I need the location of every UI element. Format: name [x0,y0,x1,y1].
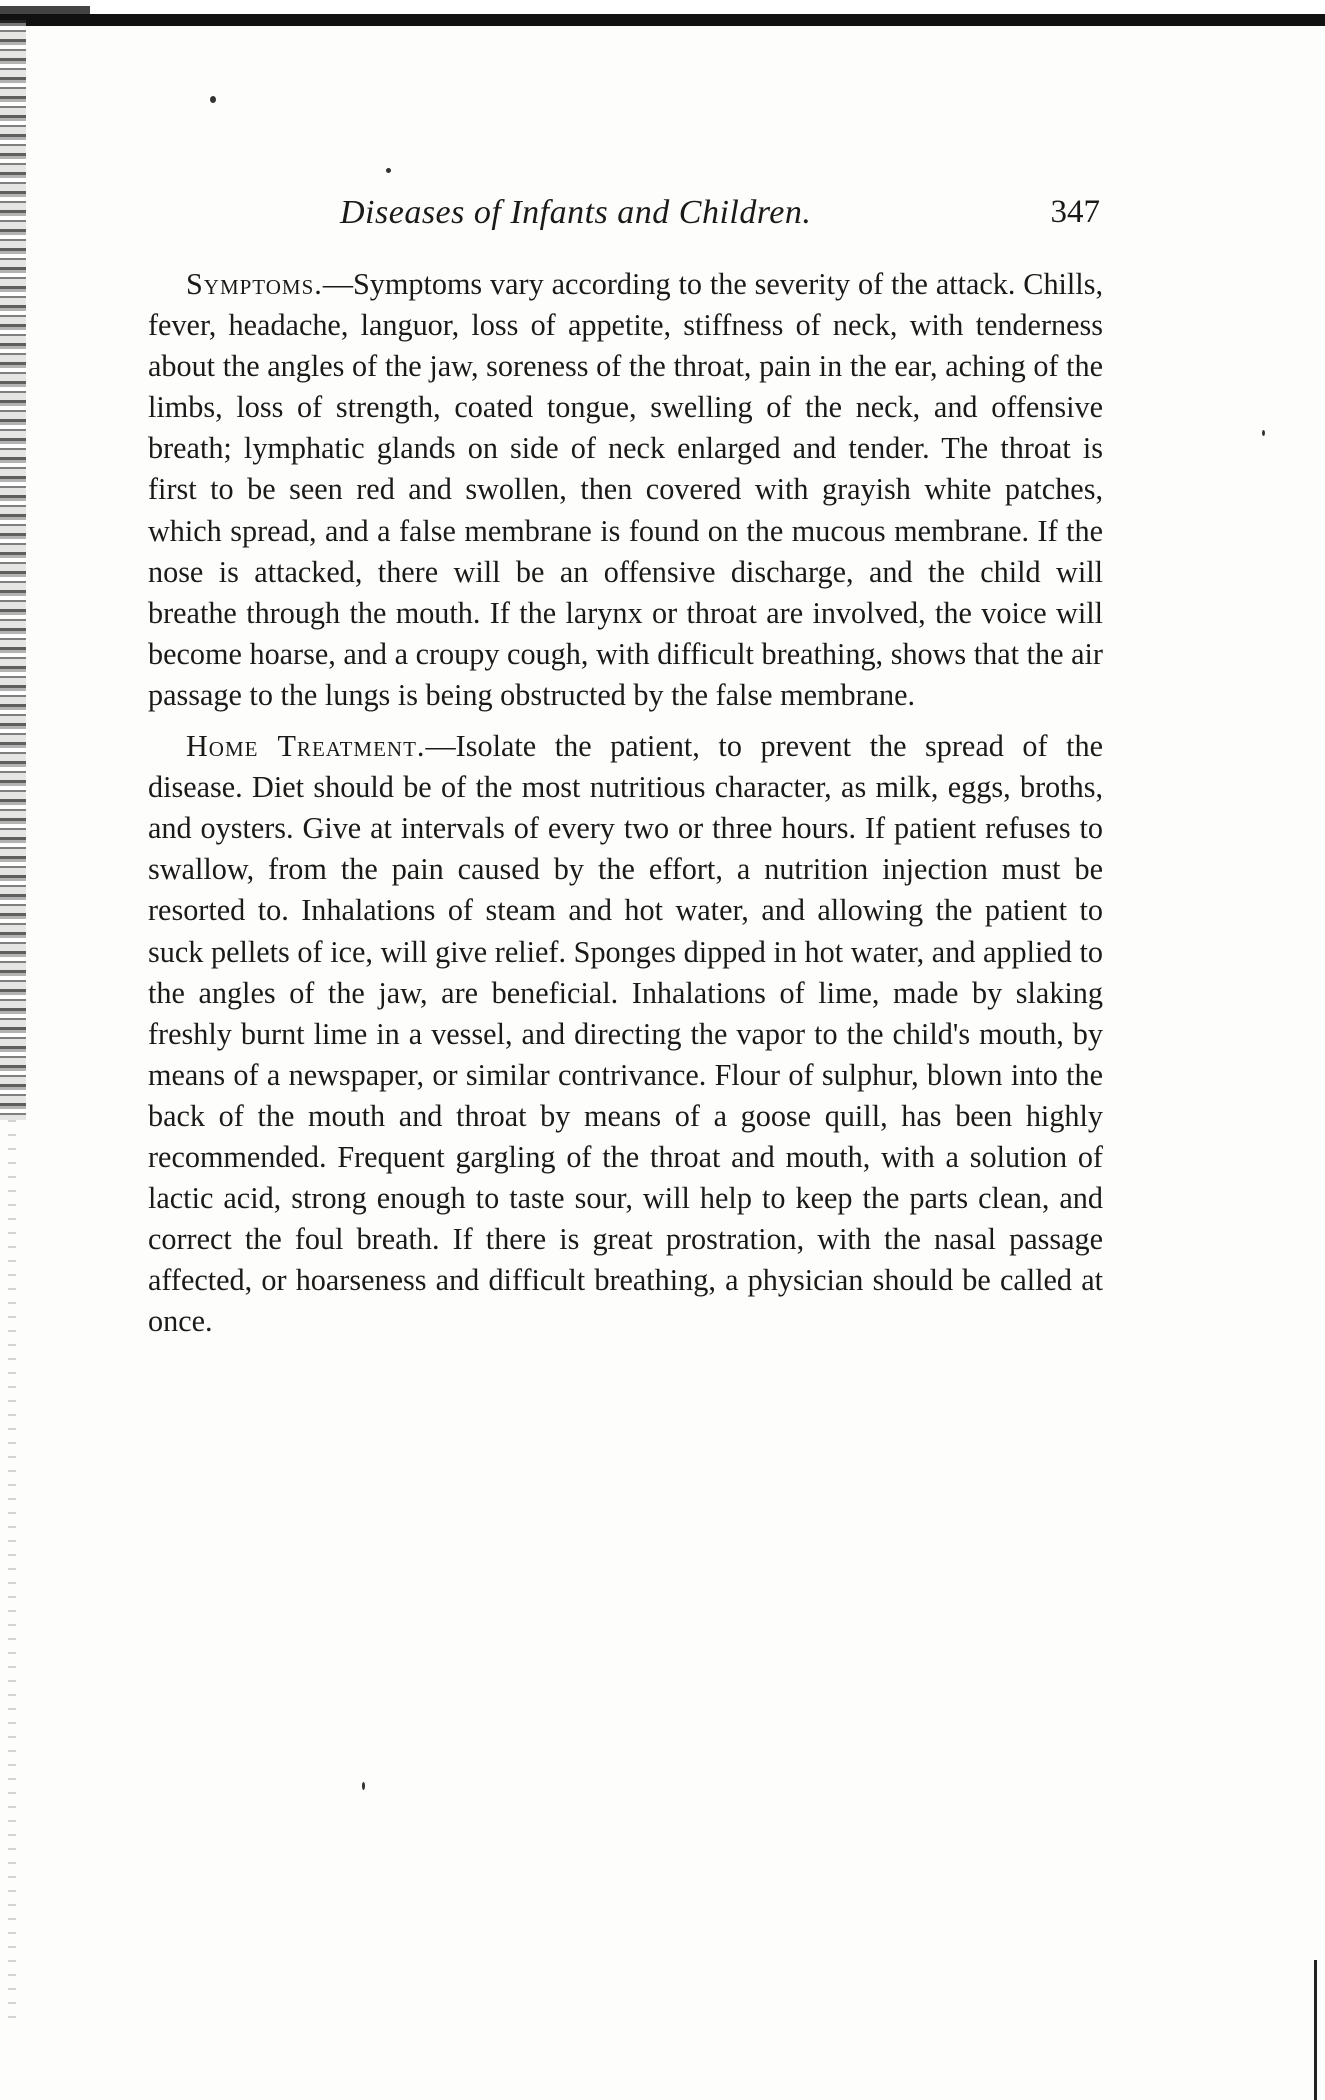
scan-speck [362,1782,365,1790]
home-treatment-text: —Isolate the patient, to prevent the spread of the disease. Diet should be of the most nutritious character, as milk, eggs, broths, and oysters. Give at intervals of every two or three hours. If patient refuses to swallow, from the pain caused by the effort, a nutrition injection must be resorted to. Inhalations of steam and hot water, and allowing the patient to suck pellets of ice, will give relief. Sponges dipped in hot water, and applied to the angles of the jaw, are beneficial. Inhalations of lime, made by slaking freshly burnt lime in a vessel, and directing the vapor to the child's mouth, by means of a newspaper, or similar contrivance. Flour of sulphur, blown into the back of the mouth and throat by means of a goose quill, has been highly recommended. Frequent gargling of the throat and mouth, with a solution of lactic acid, strong enough to taste sour, will help to keep the parts clean, and correct the foul breath. If there is great prostration, with the nasal passage affected, or hoarseness and difficult breathing, a physician should be called at once. [148,729,1103,1339]
page-body [148,264,1103,1352]
symptoms-heading: Symptoms. [186,267,323,301]
scan-left-edge [0,20,26,1120]
symptoms-paragraph [148,264,1103,716]
symptoms-text: —Symptoms vary according to the severity of the attack. Chills, fever, headache, languor, loss of appetite, stiffness of neck, with tenderness about the angles of the jaw, soreness of the throat, pain in the ear, aching of the limbs, loss of strength, coated tongue, swelling of the neck, and offensive breath; lymphatic glands on side of neck enlarged and tender. The throat is first to be seen red and swollen, then covered with grayish white patches, which spread, and a false membrane is found on the mucous membrane. If the nose is attacked, there will be an offensive discharge, and the child will breathe through the mouth. If the larynx or throat are involved, the voice will become hoarse, and a croupy cough, with difficult breathing, shows that the air passage to the lungs is being obstructed by the false membrane. [148,267,1103,712]
scan-speck [1262,430,1265,436]
scan-speck [210,96,216,103]
home-treatment-heading: Home Treatment. [186,729,426,764]
running-title: Diseases of Infants and Children. [340,194,812,231]
scan-top-border [0,0,1325,26]
scan-right-mark [1314,1960,1317,2100]
page-number: 347 [1050,194,1100,230]
home-treatment-paragraph [148,726,1103,1342]
scan-speck [386,168,391,173]
page-header [150,194,1100,244]
scan-left-edge-lower [8,1120,16,2020]
